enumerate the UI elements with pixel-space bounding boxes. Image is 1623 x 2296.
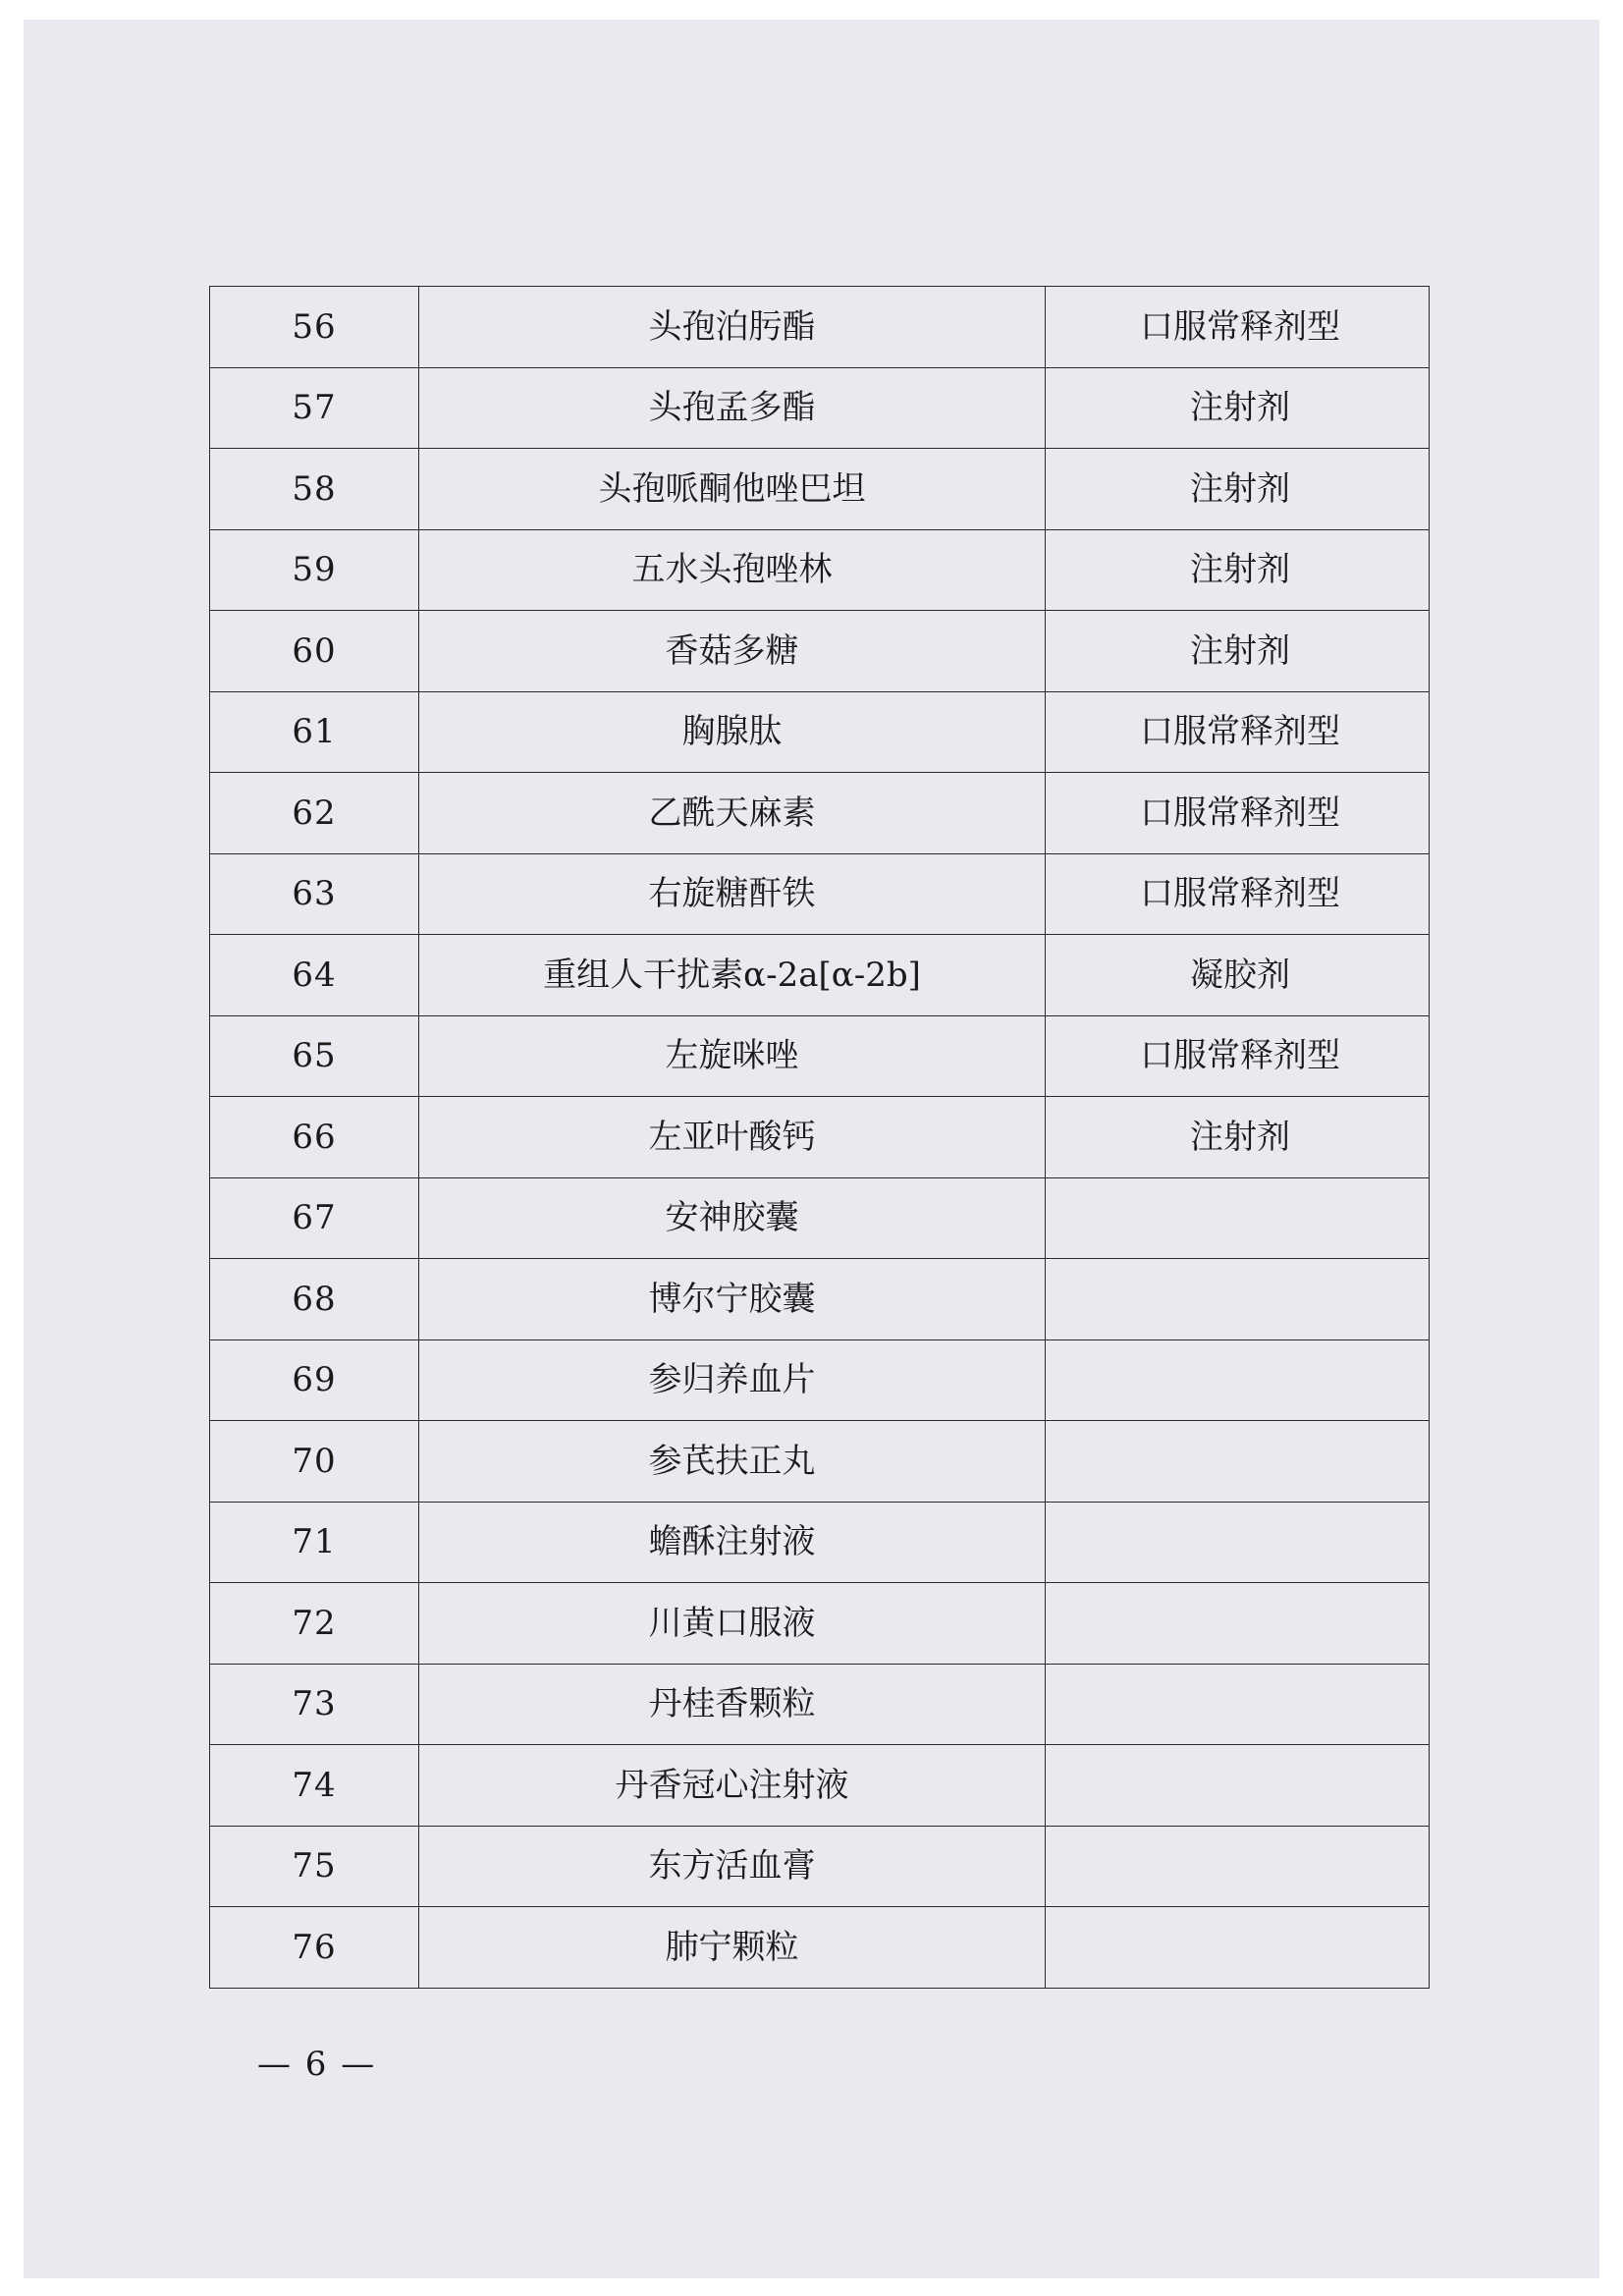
row-number: 61 (210, 691, 419, 773)
table-row (210, 1259, 1430, 1340)
row-number: 76 (210, 1907, 419, 1989)
row-number: 66 (210, 1097, 419, 1178)
row-number: 67 (210, 1177, 419, 1259)
row-number: 68 (210, 1259, 419, 1340)
table-row (210, 1664, 1430, 1745)
row-number: 64 (210, 935, 419, 1016)
dosage-form: 注射剂 (1046, 529, 1430, 611)
table-row (210, 611, 1430, 692)
drug-name: 参芪扶正丸 (419, 1421, 1046, 1503)
dosage-form: 口服常释剂型 (1046, 853, 1430, 935)
row-number: 69 (210, 1339, 419, 1421)
row-number: 73 (210, 1664, 419, 1745)
drug-name: 东方活血膏 (419, 1826, 1046, 1907)
table-row (210, 1097, 1430, 1178)
row-number: 74 (210, 1745, 419, 1827)
table-row (210, 853, 1430, 935)
row-number: 70 (210, 1421, 419, 1503)
table-row (210, 1907, 1430, 1989)
table-row (210, 1339, 1430, 1421)
dosage-form: 注射剂 (1046, 449, 1430, 530)
dosage-form (1046, 1259, 1430, 1340)
table-row (210, 773, 1430, 854)
drug-name: 安神胶囊 (419, 1177, 1046, 1259)
drug-name: 左旋咪唑 (419, 1015, 1046, 1097)
drug-name: 参归养血片 (419, 1339, 1046, 1421)
table-row (210, 1015, 1430, 1097)
dosage-form: 口服常释剂型 (1046, 773, 1430, 854)
dosage-form (1046, 1583, 1430, 1665)
drug-name: 博尔宁胶囊 (419, 1259, 1046, 1340)
table-row (210, 1421, 1430, 1503)
dosage-form (1046, 1745, 1430, 1827)
dosage-form (1046, 1177, 1430, 1259)
row-number: 62 (210, 773, 419, 854)
dosage-form (1046, 1502, 1430, 1583)
drug-table-body (210, 287, 1430, 1989)
dosage-form (1046, 1339, 1430, 1421)
row-number: 65 (210, 1015, 419, 1097)
table-row (210, 449, 1430, 530)
dosage-form (1046, 1907, 1430, 1989)
row-number: 63 (210, 853, 419, 935)
dosage-form: 注射剂 (1046, 367, 1430, 449)
dosage-form: 口服常释剂型 (1046, 287, 1430, 368)
row-number: 75 (210, 1826, 419, 1907)
row-number: 58 (210, 449, 419, 530)
dosage-form: 凝胶剂 (1046, 935, 1430, 1016)
dosage-form: 注射剂 (1046, 611, 1430, 692)
drug-name: 头孢哌酮他唑巴坦 (419, 449, 1046, 530)
drug-name: 乙酰天麻素 (419, 773, 1046, 854)
table-row (210, 935, 1430, 1016)
row-number: 60 (210, 611, 419, 692)
drug-name: 五水头孢唑林 (419, 529, 1046, 611)
dosage-form: 口服常释剂型 (1046, 691, 1430, 773)
table-row (210, 1583, 1430, 1665)
drug-name: 重组人干扰素α-2a[α-2b] (419, 935, 1046, 1016)
table-row (210, 1826, 1430, 1907)
dosage-form (1046, 1664, 1430, 1745)
drug-name: 右旋糖酐铁 (419, 853, 1046, 935)
row-number: 57 (210, 367, 419, 449)
dosage-form: 注射剂 (1046, 1097, 1430, 1178)
drug-table (209, 286, 1430, 1989)
row-number: 72 (210, 1583, 419, 1665)
table-row (210, 691, 1430, 773)
drug-name: 蟾酥注射液 (419, 1502, 1046, 1583)
drug-name: 川黄口服液 (419, 1583, 1046, 1665)
row-number: 59 (210, 529, 419, 611)
drug-name: 头孢泊肟酯 (419, 287, 1046, 368)
table-row (210, 1502, 1430, 1583)
table-row (210, 367, 1430, 449)
table-row (210, 1177, 1430, 1259)
row-number: 56 (210, 287, 419, 368)
drug-name: 香菇多糖 (419, 611, 1046, 692)
page-number: — 6 — (257, 2045, 377, 2084)
drug-name: 左亚叶酸钙 (419, 1097, 1046, 1178)
drug-name: 丹桂香颗粒 (419, 1664, 1046, 1745)
table-row (210, 1745, 1430, 1827)
drug-name: 丹香冠心注射液 (419, 1745, 1046, 1827)
table-row (210, 529, 1430, 611)
drug-name: 肺宁颗粒 (419, 1907, 1046, 1989)
dosage-form: 口服常释剂型 (1046, 1015, 1430, 1097)
drug-name: 头孢孟多酯 (419, 367, 1046, 449)
dosage-form (1046, 1421, 1430, 1503)
table-row (210, 287, 1430, 368)
dosage-form (1046, 1826, 1430, 1907)
drug-name: 胸腺肽 (419, 691, 1046, 773)
row-number: 71 (210, 1502, 419, 1583)
